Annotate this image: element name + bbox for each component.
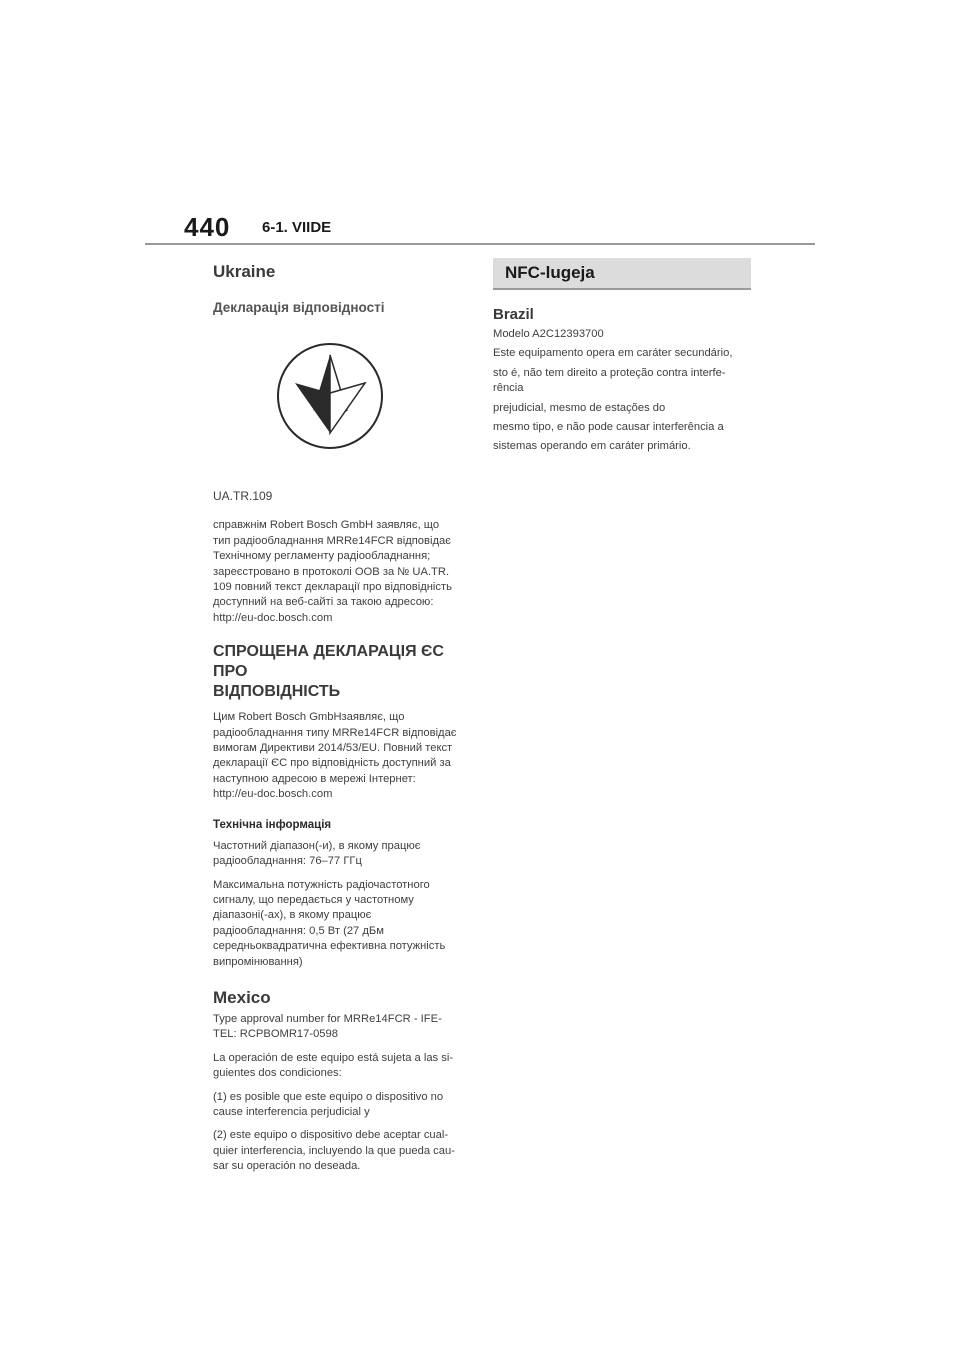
brazil-line-1: Este equipamento opera em caráter secundário,: [493, 347, 733, 360]
mexico-paragraph-1: La operación de este equipo está sujeta a las si- guientes dos condiciones:: [213, 1051, 454, 1080]
declaration-heading: Декларація відповідності: [213, 300, 385, 315]
nfc-banner: [493, 258, 751, 290]
tech-frequency: Частотний діапазон(-и), в якому працює радіообладнання: 76–77 ГГц: [213, 839, 421, 868]
mexico-paragraph-3: (2) este equipo o dispositivo debe aceptar cual- quier interferencia, incluyendo la que pueda cau- sar su operación no deseada.: [213, 1129, 455, 1173]
page-number: 440: [184, 212, 231, 242]
mexico-heading: Mexico: [213, 987, 271, 1007]
nfc-banner-label: NFC-lugeja: [505, 263, 595, 282]
mexico-approval: Type approval number for MRRe14FCR - IFE- TEL: RCPBOMR17-0598: [213, 1012, 442, 1041]
brazil-line-4: mesmo tipo, e não pode causar interferência a: [493, 421, 724, 434]
tech-info-heading: Технічна інформація: [213, 818, 332, 831]
declaration-text: справжнім Robert Bosch GmbH заявляє, що тип радіообладнання MRRe14FCR відповідає Технічному регламенту радіообладнання; зареєстровано в протоколі OOB за № UA.TR. 109 повний текст декларації про відповідність доступний на веб-сайті за такою адресою: http://eu-doc.bosch.com: [213, 519, 452, 624]
brazil-model: Modelo A2C12393700: [493, 328, 604, 340]
brazil-line-2: sto é, não tem direito a proteção contra interfe- rência: [493, 366, 726, 395]
ukraine-heading: Ukraine: [213, 262, 276, 281]
eu-declaration-text: Цим Robert Bosch GmbHзаявляє, що радіообладнання типу MRRe14FCR відповідає вимогам Директиви 2014/53/EU. Повний текст декларації ЄС про відповідність доступний за наступною адресою в мережі Інтернет: http://eu-doc.bosch.com: [213, 711, 457, 801]
section-title: 6-1. VIIDE: [262, 219, 332, 236]
header-divider: [145, 243, 815, 245]
right-column: [493, 258, 751, 455]
eu-declaration-heading: СПРОЩЕНА ДЕКЛАРАЦІЯ ЄС ПРО ВІДПОВІДНІСТЬ: [213, 643, 444, 701]
mexico-paragraph-2: (1) es posible que este equipo o dispositivo no cause interferencia perjudicial y: [213, 1090, 444, 1118]
cert-code: UA.TR.109: [213, 489, 273, 503]
ukraine-conformity-mark-icon: [275, 341, 385, 451]
brazil-line-3: prejudicial, mesmo de estações do: [493, 401, 666, 414]
brazil-heading: Brazil: [493, 306, 534, 323]
left-column: [213, 258, 475, 1175]
tech-power: Максимальна потужність радіочастотного сигналу, що передається у частотному діапазоні(-ах), в якому працює радіообладнання: 0,5 Вт (27 дБм середньоквадратична ефективна потужність випромінювання): [213, 878, 446, 968]
brazil-line-5: sistemas operando em caráter primário.: [493, 440, 691, 453]
